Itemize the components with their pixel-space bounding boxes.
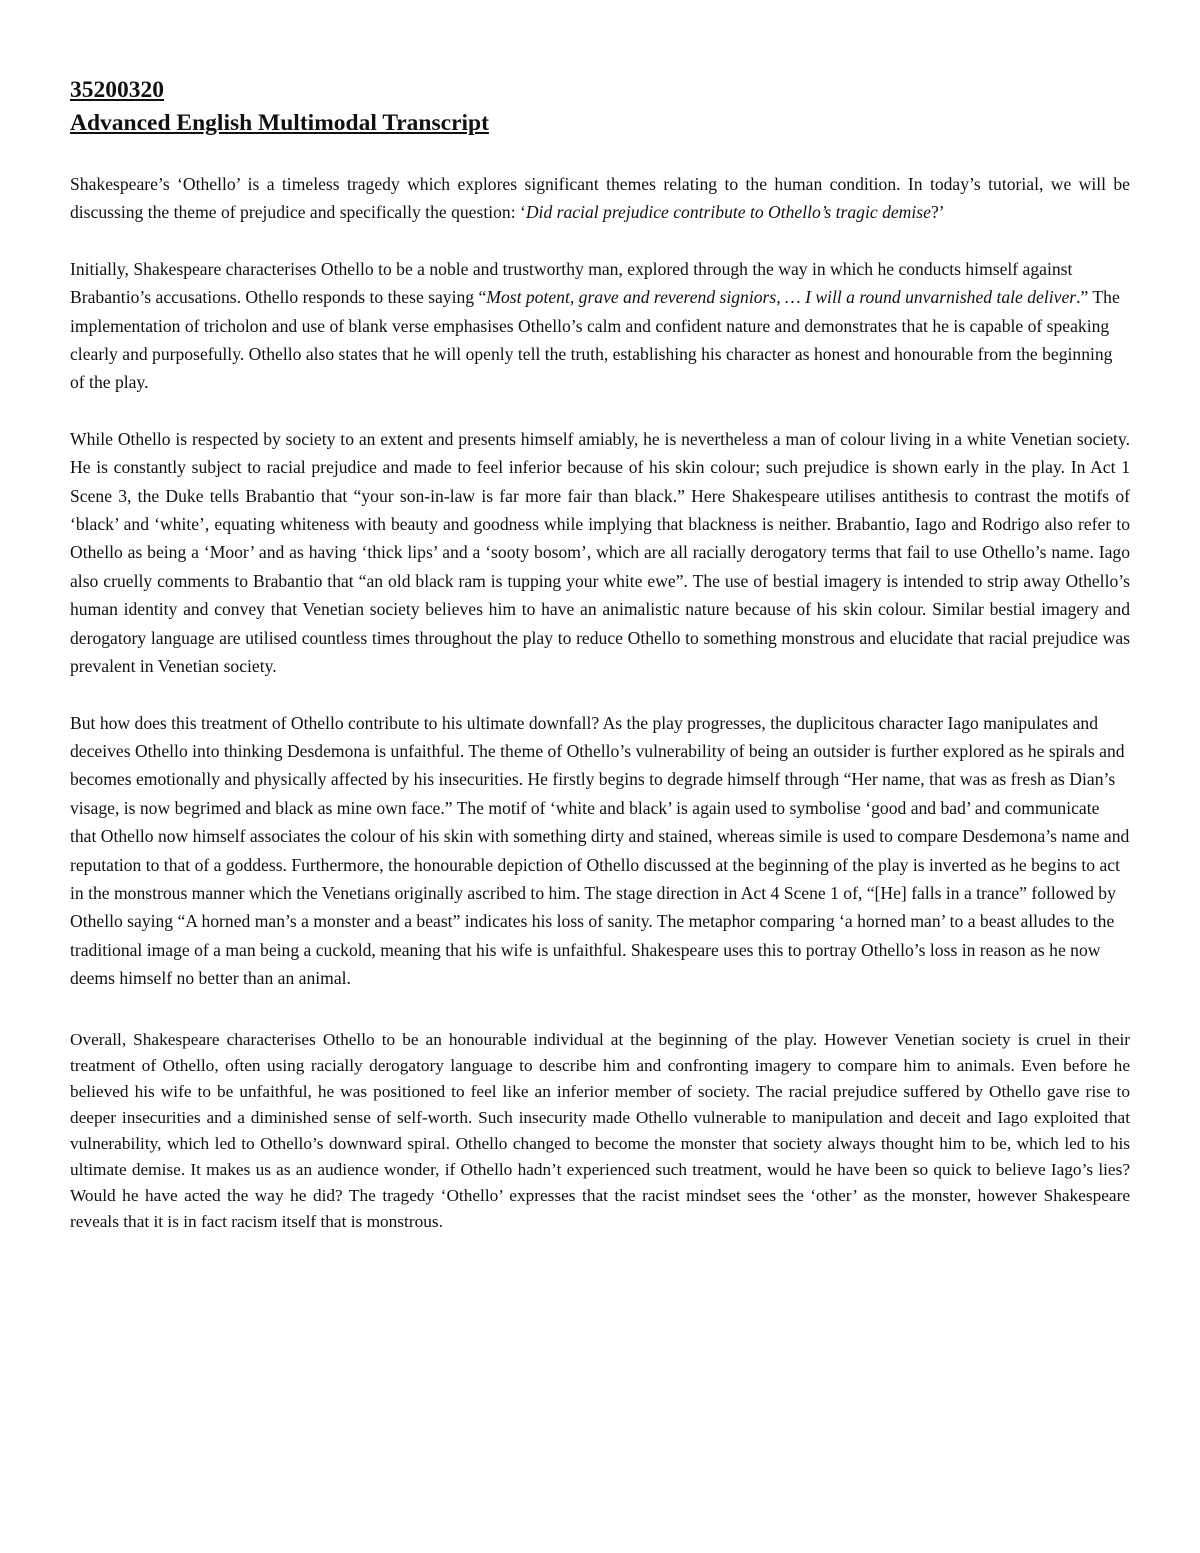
question-quote: Did racial prejudice contribute to Othello’s tragic demise	[525, 202, 931, 223]
paragraph-introduction	[70, 170, 1130, 227]
othello-quote: Most potent, grave and reverend signiors, … I will a round unvarnished tale deliver	[486, 287, 1077, 308]
document-page	[70, 72, 1130, 1235]
paragraph-text: Initially, Shakespeare characterises Othello to be a noble and trustworthy man, explored through the way in which he conducts himself against Brabantio’s accusations. Othello responds to these saying “	[70, 258, 1073, 308]
paragraph-text: ?’	[930, 202, 945, 223]
paragraph-text: Shakespeare’s ‘Othello’ is a timeless tragedy which explores significant themes relating to the human condition. In today’s tutorial, we will be discussing the theme of prejudice and specifically the question: ‘	[70, 174, 1130, 223]
document-title: Advanced English Multimodal Transcript	[70, 110, 489, 136]
paragraph-text: .” The implementation of tricholon and use of blank verse emphasises Othello’s calm and confident nature and demonstrates that he is capable of speaking clearly and purposefully. Othello also states that he will openly tell the truth, establishing his character as honest and honourable from the beginning of the play.	[70, 287, 1120, 393]
student-id: 35200320	[70, 77, 164, 103]
paragraph-downfall: But how does this treatment of Othello contribute to his ultimate downfall? As the play progresses, the duplicitous character Iago manipulates and deceives Othello into thinking Desdemona is unfaithful. The theme of Othello’s vulnerability of being an outsider is further explored as he spirals and becomes emotionally and physically affected by his insecurities. He firstly begins to degrade himself through “Her name, that was as fresh as Dian’s visage, is now begrimed and black as mine own face.” The motif of ‘white and black’ is again used to symbolise ‘good and bad’ and communicate that Othello now himself associates the colour of his skin with something dirty and stained, whereas simile is used to compare Desdemona’s name and reputation to that of a goddess. Furthermore, the honourable depiction of Othello discussed at the beginning of the play is inverted as he begins to act in the monstrous manner which the Venetians originally ascribed to him. The stage direction in Act 4 Scene 1 of, “[He] falls in a trance” followed by Othello saying “A horned man’s a monster and a beast” indicates his loss of sanity. The metaphor comparing ‘a horned man’ to a beast alludes to the traditional image of a man being a cuckold, meaning that his wife is unfaithful. Shakespeare uses this to portray Othello’s loss in reason as he now deems himself no better than an animal.	[70, 712, 1130, 989]
paragraph-racial-prejudice: While Othello is respected by society to an extent and presents himself amiably, he is nevertheless a man of colour living in a white Venetian society. He is constantly subject to racial prejudice and made to feel inferior because of his skin colour; such prejudice is shown early in the play. In Act 1 Scene 3, the Duke tells Brabantio that “your son-in-law is far more fair than black.” Here Shakespeare utilises antithesis to contrast the motifs of ‘black’ and ‘white’, equating whiteness with beauty and goodness while implying that blackness is neither. Brabantio, Iago and Rodrigo also refer to Othello as being a ‘Moor’ and as having ‘thick lips’ and a ‘sooty bosom’, which are all racially derogatory terms that fail to use Othello’s name. Iago also cruelly comments to Brabantio that “an old black ram is tupping your white ewe”. The use of bestial imagery is intended to strip away Othello’s human identity and convey that Venetian society believes him to have an animalistic nature because of his skin colour. Similar bestial imagery and derogatory language are utilised countless times throughout the play to reduce Othello to something monstrous and elucidate that racial prejudice was prevalent in Venetian society.	[70, 428, 1130, 677]
paragraph-noble-character	[70, 255, 1130, 397]
paragraph-conclusion: Overall, Shakespeare characterises Othello to be an honourable individual at the beginning of the play. However Venetian society is cruel in their treatment of Othello, often using racially derogatory language to describe him and confronting imagery to compare him to animals. Even before he believed his wife to be unfaithful, he was positioned to feel like an inferior member of society. The racial prejudice suffered by Othello gave rise to deeper insecurities and a diminished sense of self-worth. Such insecurity made Othello vulnerable to manipulation and deceit and Iago exploited that vulnerability, which led to Othello’s downward spiral. Othello changed to become the monster that society always thought him to be, which led to his ultimate demise. It makes us as an audience wonder, if Othello hadn’t experienced such treatment, would he have been so quick to believe Iago’s lies? Would he have acted the way he did? The tragedy ‘Othello’ expresses that the racist mindset sees the ‘other’ as the monster, however Shakespeare reveals that it is in fact racism itself that is monstrous.	[70, 1029, 1130, 1231]
